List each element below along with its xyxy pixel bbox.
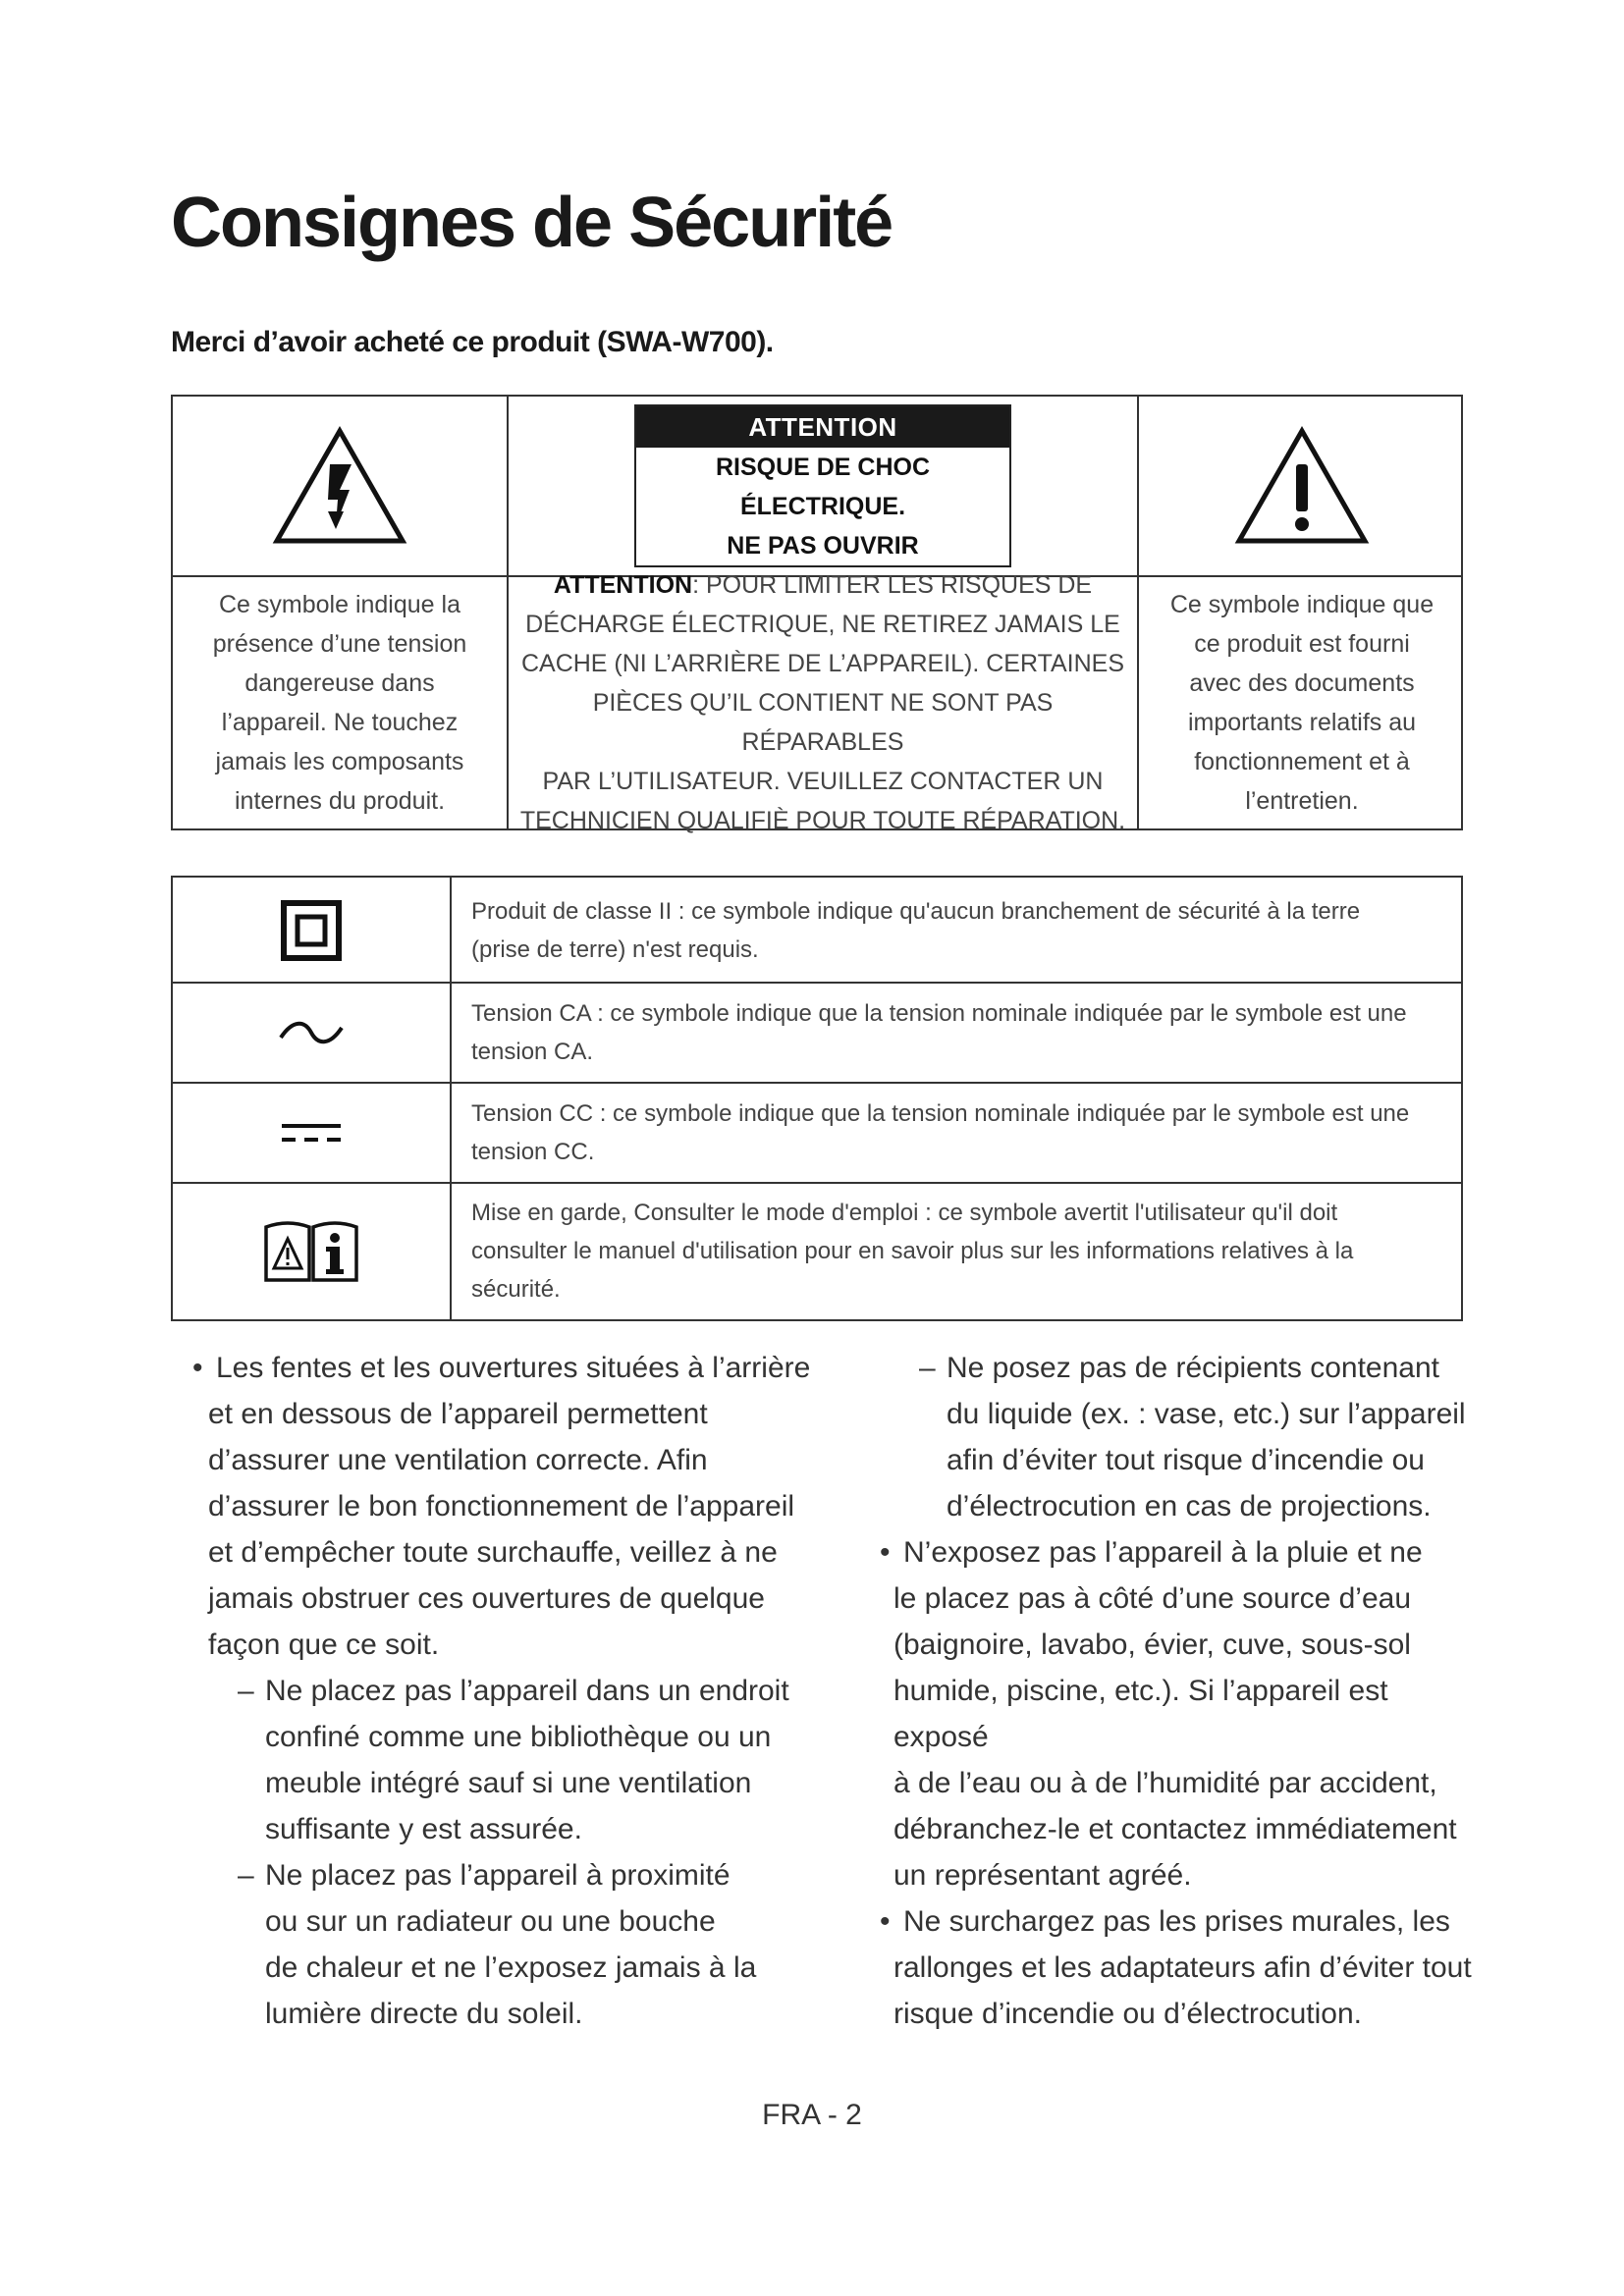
symbol-description: Tension CA : ce symbole indique que la tension nominale indiquée par le symbole est une tension CA. (471, 1000, 1407, 1065)
text-line: et en dessous de l’appareil permettent (208, 1398, 708, 1430)
text-line: Ne placez pas l’appareil dans un endroit (265, 1675, 789, 1707)
attention-header: ATTENTION (636, 406, 1009, 448)
desc-text: : POUR LIMITER LES RISQUES DE (692, 571, 1093, 599)
text-line: N’exposez pas l’appareil à la pluie et ne (903, 1536, 1423, 1569)
right-column (880, 1345, 1475, 2037)
dash-item (886, 1345, 1475, 1529)
symbol-description: Produit de classe II : ce symbole indique qu'aucun branchement de sécurité à la terre (prise de terre) n'est requis. (471, 897, 1361, 963)
text-line: débranchez-le et contactez immédiatement (893, 1813, 1457, 1845)
attention-label: ATTENTION (553, 571, 693, 599)
text-line: risque d’incendie ou d’électrocution. (893, 1998, 1362, 2030)
text-line: confiné comme une bibliothèque ou un (265, 1721, 772, 1753)
text-line: un représentant agréé. (893, 1859, 1192, 1892)
symbol-description: Tension CC : ce symbole indique que la tension nominale indiquée par le symbole est une tension CC. (471, 1100, 1410, 1165)
table-row (173, 1083, 1461, 1183)
text-line: du liquide (ex. : vase, etc.) sur l’appareil (947, 1398, 1466, 1430)
desc-line: jamais les composants (215, 748, 464, 775)
text-line: rallonges et les adaptateurs afin d’éviter tout (893, 1951, 1472, 1984)
desc-line: Ce symbole indique la (219, 591, 460, 618)
text-line: et d’empêcher toute surchauffe, veillez à ne (208, 1536, 778, 1569)
desc-line: internes du produit. (234, 787, 446, 815)
desc-line: PIÈCES QU’IL CONTIENT NE SONT PAS RÉPARABLES (592, 689, 1054, 756)
right-description (1139, 577, 1465, 828)
manual-info-icon (173, 1183, 450, 1319)
bullet-item (880, 1529, 1475, 1898)
attention-box (634, 404, 1011, 567)
dash-item (208, 1668, 817, 1852)
symbol-description: Mise en garde, Consulter le mode d'emploi : ce symbole avertit l'utilisateur qu'il doit consulter le manuel d'utilisation pour en savoir plus sur les informations relatives à la sécurité. (471, 1200, 1354, 1303)
desc-line: présence d’une tension (212, 630, 467, 658)
text-line: le placez pas à côté d’une source d’eau (893, 1582, 1412, 1615)
dash-item (208, 1852, 817, 2037)
bullet-marker: • (880, 1536, 891, 1569)
text-line: afin d’éviter tout risque d’incendie ou (947, 1444, 1425, 1476)
exclamation-cell (1139, 397, 1465, 575)
dash-marker: – (919, 1352, 936, 1384)
text-line: suffisante y est assurée. (265, 1813, 582, 1845)
dc-line-icon (173, 1083, 450, 1183)
ac-wave-icon (173, 983, 450, 1083)
text-line: humide, piscine, etc.). Si l’appareil est exposé (893, 1675, 1388, 1753)
attention-line: RISQUE DE CHOC ÉLECTRIQUE. (715, 454, 931, 520)
text-line: lumière directe du soleil. (265, 1998, 583, 2030)
text-line: ou sur un radiateur ou une bouche (265, 1905, 716, 1938)
attention-line: NE PAS OUVRIR (727, 532, 919, 560)
left-description (173, 577, 507, 828)
dash-marker: – (238, 1675, 254, 1707)
desc-line: dangereuse dans (244, 669, 435, 697)
text-line: meuble intégré sauf si une ventilation (265, 1767, 752, 1799)
text-line: (baignoire, lavabo, évier, cuve, sous-sol (893, 1629, 1411, 1661)
warning-table (171, 395, 1463, 834)
exclamation-triangle-icon (1233, 425, 1371, 547)
text-line: d’assurer une ventilation correcte. Afin (208, 1444, 708, 1476)
bullet-marker: • (880, 1905, 891, 1938)
desc-line: Ce symbole indique que (1169, 591, 1435, 618)
dash-marker: – (238, 1859, 254, 1892)
page-title: Consignes de Sécurité (171, 184, 893, 262)
text-line: façon que ce soit. (208, 1629, 440, 1661)
text-line: Les fentes et les ouvertures situées à l’arrière (216, 1352, 811, 1384)
desc-line: avec des documents (1189, 669, 1415, 697)
table-row (173, 983, 1461, 1083)
text-line: Ne surchargez pas les prises murales, les (903, 1905, 1450, 1938)
table-row (173, 878, 1461, 983)
center-description (509, 571, 1137, 834)
text-line: de chaleur et ne l’exposez jamais à la (265, 1951, 757, 1984)
page-footer: FRA - 2 (762, 2099, 862, 2131)
desc-line: CACHE (NI L’ARRIÈRE DE L’APPAREIL). CERTAINES (520, 650, 1125, 677)
desc-line: l’entretien. (1245, 787, 1359, 815)
desc-line: PAR L’UTILISATEUR. VEUILLEZ CONTACTER UN (542, 768, 1104, 795)
desc-line (509, 565, 1137, 605)
bullet-item (192, 1345, 817, 1668)
desc-line: l’appareil. Ne touchez (221, 709, 459, 736)
shock-warning-cell (173, 397, 507, 575)
table-row (173, 1183, 1461, 1319)
attention-cell (509, 397, 1137, 575)
symbol-table (171, 876, 1463, 1321)
text-line: Ne placez pas l’appareil à proximité (265, 1859, 731, 1892)
desc-line: DÉCHARGE ÉLECTRIQUE, NE RETIREZ JAMAIS LE (525, 611, 1120, 638)
left-column (192, 1345, 817, 2037)
double-square-icon (173, 878, 450, 983)
text-line: d’électrocution en cas de projections. (947, 1490, 1432, 1522)
bullet-marker: • (192, 1352, 203, 1384)
bullet-item (880, 1898, 1475, 2037)
text-line: jamais obstruer ces ouvertures de quelque (208, 1582, 765, 1615)
lightning-triangle-icon (271, 425, 408, 547)
text-line: d’assurer le bon fonctionnement de l’appareil (208, 1490, 795, 1522)
text-line: à de l’eau ou à de l’humidité par accident, (893, 1767, 1437, 1799)
desc-line: fonctionnement et à (1194, 748, 1410, 775)
text-line: Ne posez pas de récipients contenant (947, 1352, 1439, 1384)
desc-line: ce produit est fourni (1194, 630, 1410, 658)
desc-line: TECHNICIEN QUALIFIÈ POUR TOUTE RÉPARATION. (519, 807, 1126, 834)
desc-line: importants relatifs au (1187, 709, 1417, 736)
subtitle: Merci d’avoir acheté ce produit (SWA-W700). (171, 326, 774, 358)
